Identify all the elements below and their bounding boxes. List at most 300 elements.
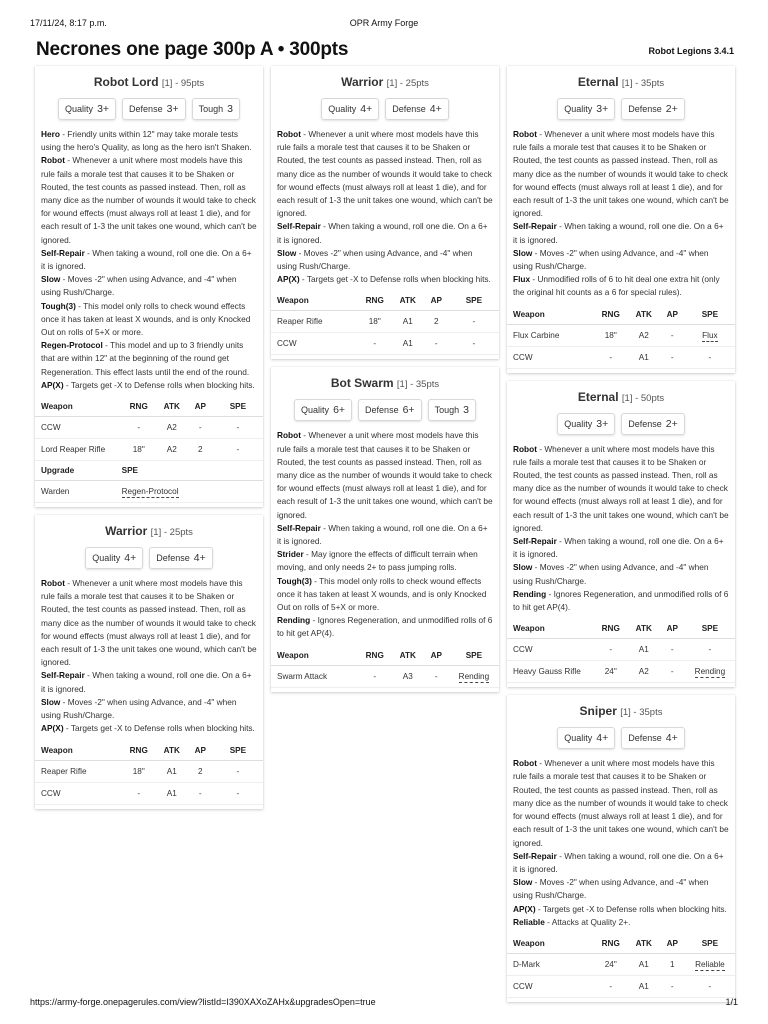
weapon-ap: - — [188, 782, 213, 804]
stat-badge — [358, 399, 422, 421]
weapons-header-cell: Weapon — [507, 305, 594, 325]
rule-text: Targets get -X to Defense rolls when blocking hits. — [70, 723, 255, 734]
rule-name: Self-Repair — [277, 221, 321, 232]
unit-size-cost: [1] - 25pts — [150, 527, 193, 539]
weapon-range: - — [594, 639, 628, 661]
stat-value: 6+ — [333, 404, 346, 417]
rule-text: When taking a wound, roll one die. On a 6+ it is ignored. — [41, 247, 252, 272]
weapons-header-cell: RNG — [594, 934, 628, 954]
weapon-ap: - — [660, 324, 685, 346]
rule-entry: Self-Repair - When taking a wound, roll one die. On a 6+ it is ignored. — [41, 247, 252, 272]
weapon-attacks: A2 — [628, 324, 660, 346]
weapon-attacks: A1 — [628, 346, 660, 368]
weapon-ap: - — [660, 346, 685, 368]
unit-card — [35, 66, 263, 507]
special-rules — [35, 577, 263, 735]
rule-entry: Robot - Whenever a unit where most models have this rule fails a morale test that causes it to be Shaken or Routed, the test counts as passed instead. Then, roll as many dice as the number of wounds it would take to check for wound effects (must always roll at least 1 die), and for each result of 1-3 the unit takes one wound, which can't be ignored. — [513, 758, 729, 848]
weapon-attacks: A2 — [156, 417, 188, 439]
unit-size-cost: [1] - 95pts — [161, 78, 205, 89]
column-2 — [271, 66, 499, 700]
rule-text: Whenever a unit where most models have this rule fails a morale test that causes it to be Shaken or Routed, the test counts as passed instead. Then, roll as many dice as the number of wounds it would take to check for wound effects (must always roll at least 1 die), and for each result of 1-3 the unit takes one wound, which can't be ignored. — [513, 129, 729, 219]
weapon-special-cell — [213, 760, 263, 782]
rule-name: Slow — [277, 247, 297, 258]
rule-name: Robot — [277, 430, 301, 441]
weapons-header-cell: SPE — [213, 741, 263, 761]
upgrade-name: Warden — [35, 481, 122, 503]
rule-text: Targets get -X to Defense rolls when blocking hits. — [306, 274, 491, 285]
weapons-header-row — [35, 397, 263, 417]
rule-entry: AP(X) - Targets get -X to Defense rolls when blocking hits. — [277, 274, 491, 285]
weapons-header-cell: Weapon — [507, 934, 594, 954]
rule-entry: Flux - Unmodified rolls of 6 to hit deal one extra hit (only the original hit counts as a 6 for special rules). — [513, 274, 720, 298]
weapon-special-cell — [685, 975, 735, 997]
rule-text: This model and up to 3 friendly units that are within 12" at the beginning of the round get Regeneration. This effect lasts until the end of the round. — [41, 340, 250, 377]
stat-label: Defense — [129, 104, 163, 114]
rule-name: Self-Repair — [513, 850, 557, 861]
special-rules — [507, 757, 735, 929]
weapon-name: D-Mark — [507, 953, 594, 975]
print-title: OPR Army Forge — [349, 18, 419, 28]
weapon-row — [507, 639, 735, 661]
rule-entry: Rending - Ignores Regeneration, and unmodified rolls of 6 to hit get AP(4). — [513, 588, 729, 613]
print-footer — [30, 997, 738, 1007]
weapon-special-cell — [449, 311, 499, 333]
stat-label: Quality — [301, 405, 330, 416]
weapon-row — [271, 311, 499, 333]
rule-text: When taking a wound, roll one die. On a 6+ it is ignored. — [41, 670, 252, 694]
weapons-header-cell: SPE — [685, 934, 735, 954]
stat-value: 3+ — [97, 103, 110, 115]
rule-name: Self-Repair — [277, 522, 321, 533]
rule-text: This model only rolls to check wound effects once it has taken at least X wounds, and is only Knocked Out on rolls of 5+X or more. — [277, 575, 487, 613]
weapon-row — [507, 324, 735, 346]
weapon-name: Lord Reaper Rifle — [35, 439, 122, 461]
rule-name: Slow — [513, 562, 533, 573]
stat-badge — [621, 413, 685, 435]
stat-badge — [385, 98, 449, 120]
rule-entry: Self-Repair - When taking a wound, roll one die. On a 6+ it is ignored. — [513, 221, 724, 245]
weapons-header-row — [35, 741, 263, 761]
rule-text: Ignores Regeneration, and unmodified rolls of 6 to hit get AP(4). — [513, 588, 729, 613]
unit-card — [271, 367, 499, 691]
rule-text: Whenever a unit where most models have this rule fails a morale test that causes it to be Shaken or Routed, the test counts as passed instead. Then, roll as many dice as the number of wounds it would take to check for wound effects (must always roll at least 1 die), and for each result of 1-3 the unit takes one wound, which can't be ignored. — [513, 443, 729, 533]
weapons-table — [35, 397, 263, 461]
weapons-header-cell: AP — [660, 934, 685, 954]
weapon-range: - — [594, 975, 628, 997]
weapon-row — [35, 439, 263, 461]
stat-label: Defense — [628, 104, 662, 114]
weapon-special: - — [472, 339, 476, 349]
rule-entry: Robot - Whenever a unit where most models have this rule fails a morale test that causes it to be Shaken or Routed, the test counts as passed instead. Then, roll as many dice as the number of wounds it would take to check for wound effects (must always roll at least 1 die), and for each result of 1-3 the unit takes one wound, which can't be ignored. — [513, 443, 729, 533]
weapons-header-cell: AP — [188, 741, 213, 761]
upgrade-special[interactable]: Regen-Protocol — [121, 487, 179, 497]
rule-name: Tough(3) — [277, 575, 312, 586]
unit-title — [35, 66, 263, 92]
weapons-header-cell: RNG — [594, 305, 628, 325]
unit-size-cost: [1] - 50pts — [621, 392, 665, 404]
stat-label: Defense — [365, 405, 399, 416]
rule-name: Strider — [277, 549, 304, 560]
weapons-header-cell: RNG — [358, 646, 392, 666]
rule-name: AP(X) — [41, 379, 64, 390]
rule-text: Targets get -X to Defense rolls when blocking hits. — [542, 903, 727, 914]
weapon-special: - — [236, 423, 240, 433]
print-date: 17/11/24, 8:17 p.m. — [30, 18, 107, 28]
rule-name: AP(X) — [41, 723, 64, 734]
weapons-header-cell: RNG — [122, 397, 156, 417]
unit-stats — [271, 399, 499, 421]
weapons-table — [507, 619, 735, 683]
rule-text: Moves -2" when using Advance, and -4" when using Rush/Charge. — [41, 696, 237, 721]
weapon-special-cell — [449, 665, 499, 687]
upgrade-special-cell — [122, 481, 263, 503]
rule-name: Slow — [513, 877, 533, 888]
weapons-header-cell: Weapon — [271, 646, 358, 666]
unit-stats — [271, 98, 499, 120]
stat-badge — [428, 399, 476, 421]
weapon-special[interactable]: Flux — [702, 330, 718, 340]
weapon-special[interactable]: Rending — [458, 671, 490, 681]
unit-stats — [507, 727, 735, 749]
rule-entry: Robot - Whenever a unit where most models have this rule fails a morale test that causes it to be Shaken or Routed, the test counts as passed instead. Then, roll as many dice as the number of wounds it would take to check for wound effects (must always roll at least 1 die), and for each result of 1-3 the unit takes one wound, which can't be ignored. — [41, 578, 257, 668]
weapon-range: 24" — [594, 661, 628, 683]
stat-value: 6+ — [402, 404, 415, 417]
weapons-header-cell: Weapon — [35, 741, 122, 761]
weapons-header-row — [507, 619, 735, 639]
weapon-special-cell — [685, 346, 735, 368]
unit-stats — [507, 98, 735, 120]
weapon-ap: 2 — [188, 439, 213, 461]
rule-name: Tough(3) — [41, 300, 76, 311]
stat-label: Defense — [392, 104, 426, 114]
weapon-range: - — [358, 665, 392, 687]
unit-card — [507, 381, 735, 688]
rule-entry: Self-Repair - When taking a wound, roll one die. On a 6+ it is ignored. — [277, 221, 488, 245]
weapon-ap: - — [660, 975, 685, 997]
stat-value: 4+ — [429, 103, 442, 115]
rule-name: Robot — [41, 578, 65, 589]
unit-title — [271, 367, 499, 393]
weapons-header-cell: ATK — [156, 741, 188, 761]
rule-text: When taking a wound, roll one die. On a 6+ it is ignored. — [513, 536, 724, 560]
unit-card — [35, 515, 263, 808]
stat-label: Quality — [564, 104, 593, 114]
weapon-name: CCW — [35, 417, 122, 439]
weapon-ap: - — [188, 417, 213, 439]
stat-value: 3 — [463, 404, 469, 417]
weapon-attacks: A1 — [392, 311, 424, 333]
unit-size-cost: [1] - 35pts — [396, 379, 440, 391]
weapon-special-cell — [213, 439, 263, 461]
rule-text: Whenever a unit where most models have this rule fails a morale test that causes it to be Shaken or Routed, the test counts as passed instead. Then, roll as many dice as the number of wounds it would take to check for wound effects (must always roll at least 1 die), and for each result of 1-3 the unit takes one wound, which can't be ignored. — [277, 430, 493, 520]
print-header — [30, 18, 738, 32]
weapons-header-cell: SPE — [685, 305, 735, 325]
rule-text: Moves -2" when using Advance, and -4" when using Rush/Charge. — [513, 247, 709, 272]
weapon-row — [35, 782, 263, 804]
weapon-name: CCW — [507, 975, 594, 997]
weapon-range: 18" — [358, 311, 392, 333]
unit-title — [507, 381, 735, 407]
weapons-table — [35, 741, 263, 805]
stat-label: Tough — [434, 405, 460, 416]
rule-name: Slow — [41, 274, 61, 285]
weapon-range: - — [122, 417, 156, 439]
weapon-special-cell — [213, 782, 263, 804]
stat-label: Defense — [628, 418, 662, 429]
weapon-special: - — [708, 981, 712, 991]
special-rules — [507, 128, 735, 300]
stat-value: 3+ — [596, 103, 609, 115]
rule-text: Whenever a unit where most models have this rule fails a morale test that causes it to be Shaken or Routed, the test counts as passed instead. Then, roll as many dice as the number of wounds it would take to check for wound effects (must always roll at least 1 die), and for each result of 1-3 the unit takes one wound, which can't be ignored. — [41, 155, 257, 245]
weapons-table — [271, 646, 499, 688]
rule-entry: Strider - May ignore the effects of difficult terrain when moving, and only needs 2+ to pass jumping rolls. — [277, 549, 478, 573]
weapons-table — [271, 291, 499, 355]
special-rules — [507, 443, 735, 615]
rule-name: AP(X) — [513, 903, 536, 914]
rule-text: Whenever a unit where most models have this rule fails a morale test that causes it to be Shaken or Routed, the test counts as passed instead. Then, roll as many dice as the number of wounds it would take to check for wound effects (must always roll at least 1 die), and for each result of 1-3 the unit takes one wound, which can't be ignored. — [277, 129, 493, 219]
weapon-special[interactable]: Reliable — [695, 959, 725, 969]
weapon-attacks: A1 — [628, 953, 660, 975]
weapons-header-cell: ATK — [628, 619, 660, 639]
weapon-ap: - — [660, 639, 685, 661]
unit-name: Eternal — [577, 389, 619, 404]
weapons-header-cell: AP — [424, 646, 449, 666]
rule-text: Moves -2" when using Advance, and -4" when using Rush/Charge. — [277, 247, 473, 272]
upgrades-table — [35, 461, 263, 503]
rule-entry: Tough(3) - This model only rolls to check wound effects once it has taken at least X wounds, and is only Knocked Out on rolls of 5+X or more. — [41, 300, 251, 338]
weapon-range: - — [122, 782, 156, 804]
weapon-range: 18" — [122, 760, 156, 782]
stat-badge — [294, 399, 352, 421]
rule-entry: Slow - Moves -2" when using Advance, and -4" when using Rush/Charge. — [277, 247, 473, 272]
rule-entry: AP(X) - Targets get -X to Defense rolls when blocking hits. — [41, 723, 255, 734]
unit-name: Warrior — [341, 75, 384, 89]
weapon-special-cell — [449, 333, 499, 355]
rule-text: This model only rolls to check wound effects once it has taken at least X wounds, and is only Knocked Out on rolls of 5+X or more. — [41, 300, 251, 338]
stat-label: Defense — [156, 553, 190, 564]
stat-value: 3 — [227, 103, 233, 115]
unit-size-cost: [1] - 25pts — [386, 78, 429, 89]
rule-text: Moves -2" when using Advance, and -4" when using Rush/Charge. — [41, 274, 237, 298]
weapon-special: - — [236, 788, 240, 798]
stat-value: 4+ — [596, 732, 609, 745]
weapons-header-cell: RNG — [594, 619, 628, 639]
rule-entry: Regen-Protocol - This model and up to 3 friendly units that are within 12" at the beginning of the round get Regeneration. This effect lasts until the end of the round. — [41, 340, 250, 377]
rule-text: Ignores Regeneration, and unmodified rolls of 6 to hit get AP(4). — [277, 615, 493, 639]
weapon-row — [35, 417, 263, 439]
unit-name: Eternal — [577, 75, 619, 89]
unit-stats — [35, 547, 263, 569]
unit-stats — [507, 413, 735, 435]
rule-text: When taking a wound, roll one die. On a 6+ it is ignored. — [513, 850, 724, 874]
unit-title — [507, 66, 735, 92]
weapon-range: 24" — [594, 953, 628, 975]
weapon-row — [35, 760, 263, 782]
column-1 — [35, 66, 263, 817]
unit-size-cost: [1] - 35pts — [620, 707, 663, 719]
weapons-header-cell: ATK — [392, 646, 424, 666]
rule-text: Attacks at Quality 2+. — [551, 916, 631, 927]
weapons-header-cell: ATK — [628, 305, 660, 325]
rule-entry: Self-Repair - When taking a wound, roll one die. On a 6+ it is ignored. — [513, 850, 724, 874]
weapons-header-cell: ATK — [628, 934, 660, 954]
stat-badge — [321, 98, 379, 120]
rule-name: Slow — [41, 696, 61, 707]
weapon-row — [507, 346, 735, 368]
weapon-row — [507, 661, 735, 683]
weapons-header-row — [507, 934, 735, 954]
rule-entry: Self-Repair - When taking a wound, roll one die. On a 6+ it is ignored. — [277, 522, 488, 547]
weapon-name: Reaper Rifle — [271, 311, 358, 333]
rule-name: Robot — [513, 443, 537, 454]
rule-entry: Self-Repair - When taking a wound, roll one die. On a 6+ it is ignored. — [41, 670, 252, 694]
weapon-special-cell — [685, 661, 735, 683]
upgrade-row — [35, 481, 263, 503]
stat-badge — [122, 98, 186, 120]
weapon-attacks: A1 — [628, 639, 660, 661]
rule-name: Robot — [277, 129, 301, 139]
rule-name: Rending — [513, 588, 547, 599]
rule-name: Regen-Protocol — [41, 340, 103, 351]
weapon-name: Reaper Rifle — [35, 760, 122, 782]
special-rules — [271, 429, 499, 640]
rule-name: Hero — [41, 129, 60, 139]
rule-entry: Slow - Moves -2" when using Advance, and -4" when using Rush/Charge. — [513, 247, 709, 272]
weapon-range: 18" — [122, 439, 156, 461]
rule-text: Whenever a unit where most models have this rule fails a morale test that causes it to be Shaken or Routed, the test counts as passed instead. Then, roll as many dice as the number of wounds it would take to check for wound effects (must always roll at least 1 die), and for each result of 1-3 the unit takes one wound, which can't be ignored. — [41, 578, 257, 668]
weapon-special: - — [236, 766, 240, 776]
weapon-name: CCW — [271, 333, 358, 355]
weapon-special-cell — [685, 639, 735, 661]
stat-badge — [557, 727, 615, 749]
rule-entry: Slow - Moves -2" when using Advance, and -4" when using Rush/Charge. — [513, 562, 709, 586]
upgrades-header-cell: Upgrade — [35, 461, 122, 481]
rule-name: Self-Repair — [41, 670, 85, 681]
weapons-header-cell: RNG — [358, 291, 392, 311]
rule-name: Robot — [41, 155, 65, 166]
stat-value: 4+ — [360, 103, 373, 115]
rule-text: When taking a wound, roll one die. On a 6+ it is ignored. — [277, 221, 488, 245]
weapon-special-cell — [685, 953, 735, 975]
rule-name: AP(X) — [277, 274, 300, 285]
stat-label: Quality — [328, 104, 357, 114]
unit-title — [271, 66, 499, 92]
stat-badge — [149, 547, 213, 569]
weapons-header-cell: AP — [424, 291, 449, 311]
weapon-name: Heavy Gauss Rifle — [507, 661, 594, 683]
weapon-attacks: A2 — [156, 439, 188, 461]
rule-entry: Tough(3) - This model only rolls to check wound effects once it has taken at least X wounds, and is only Knocked Out on rolls of 5+X or more. — [277, 575, 487, 613]
stat-label: Tough — [198, 104, 224, 114]
rule-name: Reliable — [513, 916, 545, 927]
weapons-header-cell: Weapon — [271, 291, 358, 311]
stat-label: Defense — [628, 733, 662, 744]
rule-entry: AP(X) - Targets get -X to Defense rolls when blocking hits. — [513, 903, 727, 914]
weapons-header-cell: Weapon — [507, 619, 594, 639]
rule-entry: AP(X) - Targets get -X to Defense rolls when blocking hits. — [41, 379, 255, 390]
rule-text: Friendly units within 12" may take morale tests using the hero's Quality, as long as the hero isn't Shaken. — [41, 129, 252, 153]
weapons-table — [507, 305, 735, 369]
stat-value: 2+ — [665, 103, 678, 115]
unit-title — [35, 515, 263, 541]
footer-url: https://army-forge.onepagerules.com/view?listId=I390XAXoZAHx&upgradesOpen=true — [30, 997, 376, 1007]
rule-entry: Self-Repair - When taking a wound, roll one die. On a 6+ it is ignored. — [513, 536, 724, 560]
rule-name: Rending — [277, 615, 311, 626]
weapon-ap: 2 — [188, 760, 213, 782]
unit-name: Bot Swarm — [330, 376, 394, 391]
weapon-special: - — [472, 317, 476, 327]
weapon-row — [271, 333, 499, 355]
weapons-table — [507, 934, 735, 998]
stat-label: Quality — [65, 104, 94, 114]
weapons-header-cell: SPE — [449, 646, 499, 666]
army-book-version: Robot Legions 3.4.1 — [648, 46, 734, 56]
weapon-row — [507, 953, 735, 975]
weapons-header-row — [271, 646, 499, 666]
rule-text: Moves -2" when using Advance, and -4" when using Rush/Charge. — [513, 562, 709, 586]
stat-badge — [192, 98, 240, 120]
unit-stats — [35, 98, 263, 120]
rule-entry: Robot - Whenever a unit where most models have this rule fails a morale test that causes it to be Shaken or Routed, the test counts as passed instead. Then, roll as many dice as the number of wounds it would take to check for wound effects (must always roll at least 1 die), and for each result of 1-3 the unit takes one wound, which can't be ignored. — [277, 430, 493, 520]
rule-entry: Robot - Whenever a unit where most models have this rule fails a morale test that causes it to be Shaken or Routed, the test counts as passed instead. Then, roll as many dice as the number of wounds it would take to check for wound effects (must always roll at least 1 die), and for each result of 1-3 the unit takes one wound, which can't be ignored. — [41, 155, 257, 245]
rule-name: Flux — [513, 274, 531, 285]
rule-text: Moves -2" when using Advance, and -4" when using Rush/Charge. — [513, 877, 709, 901]
weapon-range: - — [358, 333, 392, 355]
unit-name: Robot Lord — [93, 75, 159, 89]
weapon-row — [271, 665, 499, 687]
weapons-header-cell: ATK — [156, 397, 188, 417]
unit-name: Warrior — [105, 524, 148, 539]
weapons-header-cell: RNG — [122, 741, 156, 761]
weapons-header-cell: SPE — [685, 619, 735, 639]
weapon-name: Flux Carbine — [507, 324, 594, 346]
stat-value: 4+ — [193, 552, 206, 565]
weapon-attacks: A1 — [392, 333, 424, 355]
rule-name: Robot — [513, 129, 537, 139]
rule-entry: Robot - Whenever a unit where most models have this rule fails a morale test that causes it to be Shaken or Routed, the test counts as passed instead. Then, roll as many dice as the number of wounds it would take to check for wound effects (must always roll at least 1 die), and for each result of 1-3 the unit takes one wound, which can't be ignored. — [277, 129, 493, 219]
rule-text: Whenever a unit where most models have this rule fails a morale test that causes it to be Shaken or Routed, the test counts as passed instead. Then, roll as many dice as the number of wounds it would take to check for wound effects (must always roll at least 1 die), and for each result of 1-3 the unit takes one wound, which can't be ignored. — [513, 758, 729, 848]
stat-badge — [557, 413, 615, 435]
rule-entry: Slow - Moves -2" when using Advance, and -4" when using Rush/Charge. — [41, 696, 237, 721]
weapon-range: - — [594, 346, 628, 368]
rule-text: When taking a wound, roll one die. On a 6+ it is ignored. — [513, 221, 724, 245]
weapon-ap: 1 — [660, 953, 685, 975]
rule-text: Targets get -X to Defense rolls when blocking hits. — [70, 379, 255, 390]
rule-name: Self-Repair — [513, 536, 557, 547]
unit-card — [507, 66, 735, 373]
weapon-special-cell — [685, 324, 735, 346]
stat-label: Quality — [564, 418, 593, 429]
unit-card — [271, 66, 499, 359]
rule-entry: Robot - Whenever a unit where most models have this rule fails a morale test that causes it to be Shaken or Routed, the test counts as passed instead. Then, roll as many dice as the number of wounds it would take to check for wound effects (must always roll at least 1 die), and for each result of 1-3 the unit takes one wound, which can't be ignored. — [513, 129, 729, 219]
weapon-name: Swarm Attack — [271, 665, 358, 687]
unit-size-cost: [1] - 35pts — [621, 78, 665, 89]
rule-entry: Slow - Moves -2" when using Advance, and -4" when using Rush/Charge. — [41, 274, 237, 298]
stat-value: 2+ — [665, 417, 678, 430]
rule-entry: Hero - Friendly units within 12" may take morale tests using the hero's Quality, as long as the hero isn't Shaken. — [41, 129, 252, 153]
stat-label: Quality — [564, 733, 593, 744]
unit-name: Sniper — [579, 704, 617, 719]
special-rules — [271, 128, 499, 286]
weapon-special[interactable]: Rending — [694, 667, 726, 677]
weapon-name: CCW — [507, 639, 594, 661]
stat-badge — [557, 98, 615, 120]
stat-badge — [621, 727, 685, 749]
rule-text: May ignore the effects of difficult terrain when moving, and only needs 2+ to pass jumping rolls. — [277, 549, 478, 573]
weapon-ap: - — [424, 333, 449, 355]
rule-name: Robot — [513, 758, 537, 769]
rule-entry: Rending - Ignores Regeneration, and unmodified rolls of 6 to hit get AP(4). — [277, 615, 493, 639]
